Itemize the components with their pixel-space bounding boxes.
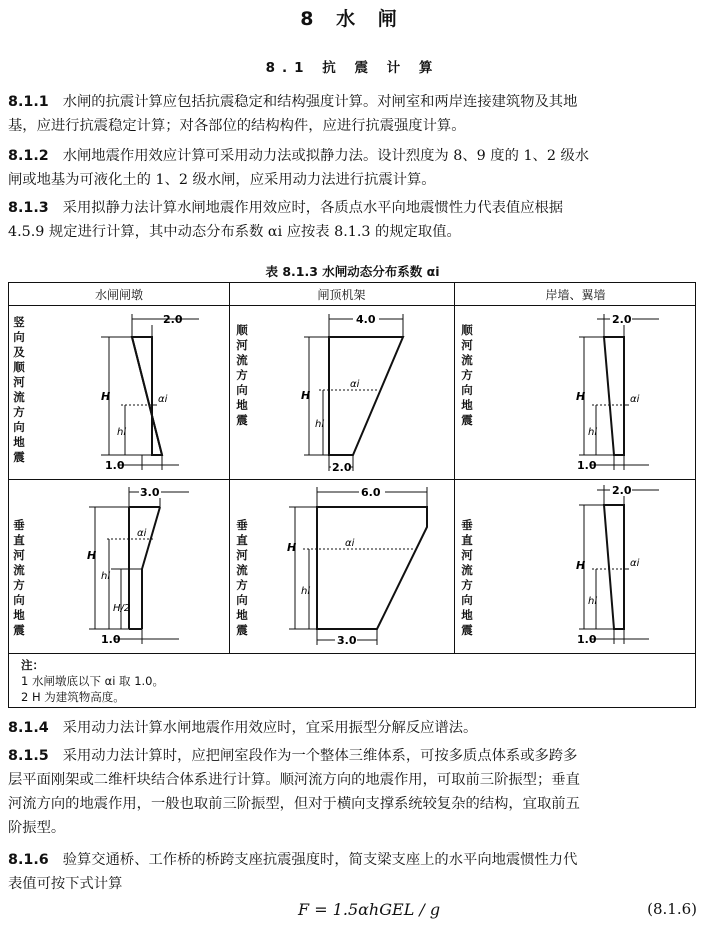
h-label: hi [588, 596, 598, 607]
diagram-pier-longitudinal [29, 305, 229, 479]
top-value: 2.0 [612, 484, 632, 497]
H-label: H [87, 549, 97, 562]
h-label: hi [301, 586, 311, 597]
alpha-label: αi [350, 379, 360, 390]
clause-number: 8.1.3 [8, 200, 49, 216]
H-label: H [301, 389, 311, 402]
column-divider [229, 283, 230, 653]
h-label: hi [101, 571, 111, 582]
top-value: 3.0 [140, 486, 160, 499]
alpha-label: αi [630, 558, 640, 569]
diagram-wall-transverse [479, 479, 694, 653]
clause-text: 表值可按下式计算 [8, 876, 123, 892]
diagram-frame-longitudinal [249, 305, 454, 479]
row-label: 顺河流方向地震 [461, 323, 473, 427]
row-label: 顺河流方向地震 [236, 323, 248, 427]
clause-number: 8.1.1 [8, 94, 49, 110]
clause-text: 采用拟静力法计算水闸地震作用效应时，各质点水平向地震惯性力代表值应根据 [62, 200, 564, 216]
section-title: 8.1 抗 震 计 算 [265, 60, 440, 76]
distribution-shape [329, 337, 403, 455]
distribution-shape [604, 337, 624, 455]
clause-text: 水闸地震作用效应计算可采用动力法或拟静力法。设计烈度为 8、9 度的 1、2 级水 [62, 148, 590, 164]
clause-number: 8.1.5 [8, 748, 49, 764]
clause-text: 河流方向的地震作用，一般也取前三阶振型，但对于横向支撑系统较复杂的结构，宜取前五 [8, 796, 580, 812]
top-value: 6.0 [361, 486, 381, 499]
H-label: H [576, 559, 586, 572]
col-header-frame: 闸顶机架 [317, 288, 366, 302]
formula-number: (8.1.6) [647, 900, 697, 918]
top-value: 4.0 [356, 313, 376, 326]
row-label: 竖向及顺河流方向地震 [13, 315, 25, 464]
clause-text: 水闸的抗震计算应包括抗震稳定和结构强度计算。对闸室和两岸连接建筑物及其地 [62, 94, 578, 110]
H-label: H [576, 390, 586, 403]
chapter-title: 8 水 闸 [300, 8, 405, 30]
h-label: hi [588, 427, 598, 438]
clause-text: 闸或地基为可液化土的 1、2 级水闸，应采用动力法进行抗震计算。 [8, 172, 436, 188]
clause-text: 采用动力法计算时，应把闸室段作为一个整体三维体系，可按多质点体系或多跨多 [62, 748, 578, 764]
col-header-wall: 岸墙、翼墙 [545, 288, 606, 302]
alpha-label: αi [137, 528, 147, 539]
clause-8-1-6 [8, 848, 700, 896]
distribution-shape [604, 505, 624, 629]
column-divider [454, 283, 455, 653]
clause-text: 验算交通桥、工作桥的桥跨支座抗震强度时，简支梁支座上的水平向地震惯性力代 [62, 852, 578, 868]
clause-8-1-3 [8, 196, 700, 244]
notes-divider [9, 653, 695, 654]
clause-number: 8.1.6 [8, 852, 49, 868]
bottom-value: 1.0 [577, 459, 597, 472]
diagram-pier-transverse [29, 479, 229, 653]
h-label: hi [117, 427, 127, 438]
bottom-value: 3.0 [337, 634, 357, 647]
alpha-label: αi [158, 394, 168, 405]
table-caption: 表 8.1.3 水闸动态分布系数 αi [265, 264, 440, 279]
h-label: hi [315, 419, 325, 430]
clause-text: 层平面刚架或二维杆块结合体系进行计算。顺河流方向的地震作用，可取前三阶振型；垂直 [8, 772, 580, 788]
clause-8-1-1 [8, 90, 700, 138]
bottom-value: 1.0 [105, 459, 125, 472]
clause-8-1-2 [8, 144, 700, 192]
distribution-shape [317, 507, 427, 629]
clause-number: 8.1.2 [8, 148, 49, 164]
top-value: 2.0 [612, 313, 632, 326]
formula-expression: F = 1.5αhGEL / g [298, 900, 441, 919]
half-label: H/2 [113, 603, 131, 614]
alpha-label: αi [345, 538, 355, 549]
clause-text: 阶振型。 [8, 820, 66, 836]
col-header-pier: 水闸闸墩 [94, 288, 143, 302]
distribution-coefficient-table [8, 282, 696, 708]
table-notes [21, 657, 164, 705]
note-item: 1 水闸墩底以下 αi 取 1.0。 [21, 674, 165, 688]
clause-8-1-4 [8, 716, 700, 740]
clause-text: 4.5.9 规定进行计算，其中动态分布系数 αi 应按表 8.1.3 的规定取值。 [8, 224, 461, 240]
bottom-value: 2.0 [332, 461, 352, 474]
row-label: 垂直河流方向地震 [13, 518, 25, 637]
row-label: 垂直河流方向地震 [236, 518, 248, 637]
clause-number: 8.1.4 [8, 720, 49, 736]
row-label: 垂直河流方向地震 [461, 518, 473, 637]
bottom-value: 1.0 [577, 633, 597, 646]
H-label: H [101, 390, 111, 403]
clause-8-1-5 [8, 744, 700, 840]
top-value: 2.0 [163, 313, 183, 326]
bottom-value: 1.0 [101, 633, 121, 646]
clause-text: 基，应进行抗震稳定计算；对各部位的结构构件，应进行抗震强度计算。 [8, 118, 466, 134]
note-item: 2 H 为建筑物高度。 [21, 690, 125, 704]
clause-text: 采用动力法计算水闸地震作用效应时，宜采用振型分解反应谱法。 [62, 720, 478, 736]
diagram-frame-transverse [249, 479, 454, 653]
diagram-wall-longitudinal [479, 305, 694, 479]
notes-title: 注： [21, 658, 44, 672]
H-label: H [287, 541, 297, 554]
alpha-label: αi [630, 394, 640, 405]
